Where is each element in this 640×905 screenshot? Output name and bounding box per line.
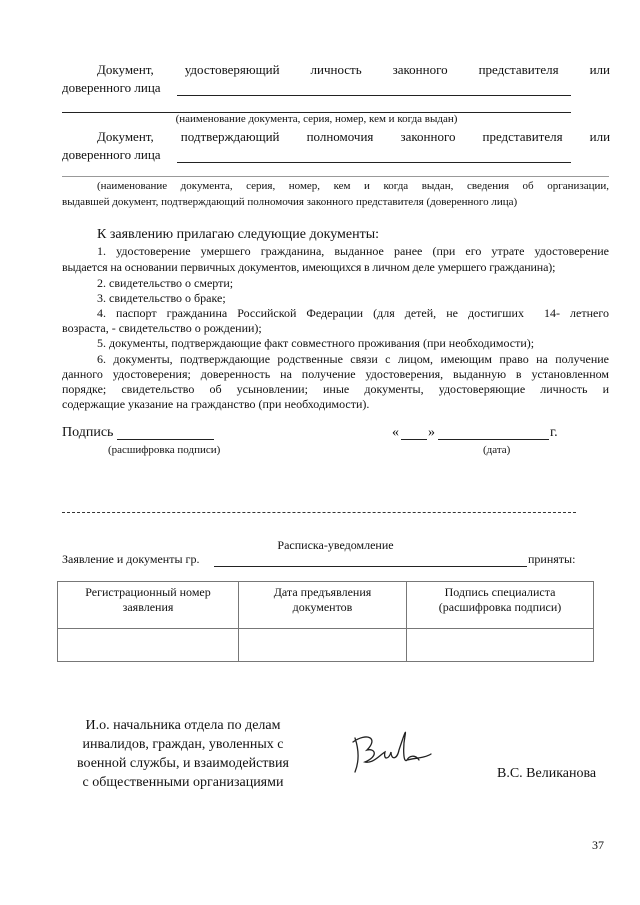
header-line: Подпись специалиста xyxy=(444,585,556,599)
word: представителя xyxy=(478,62,559,77)
attachments-heading: К заявлению прилагаю следующие документы: xyxy=(97,227,380,242)
rep-id-line1 xyxy=(97,62,610,78)
word: удостоверяющий xyxy=(184,62,280,77)
attachment-item-6-line4: содержащие указание на гражданство (при необходимости). xyxy=(62,397,370,411)
date-day-field[interactable] xyxy=(401,439,427,440)
column-header xyxy=(239,582,407,629)
attachment-item-6-line1: 6. документы, подтверждающие родственные связи с лицом, имеющим право на получение xyxy=(97,352,609,366)
word: или xyxy=(589,129,611,144)
rep-auth-line1 xyxy=(97,129,610,145)
attachment-item-4-line2: возраста, - свидетельство о рождении); xyxy=(62,321,262,335)
receipt-line-suffix: приняты: xyxy=(528,552,576,566)
table-header-row xyxy=(58,582,594,629)
rep-auth-caption-line1: (наименование документа, серия, номер, кем и когда выдан, сведения об организации, xyxy=(97,180,609,192)
header-line: заявления xyxy=(122,600,174,614)
official-name: В.С. Великанова xyxy=(497,766,597,781)
date-month-field[interactable] xyxy=(438,439,549,440)
date-year-suffix: г. xyxy=(550,425,558,440)
rep-id-fill-line-1[interactable] xyxy=(177,95,571,96)
submission-date-cell[interactable] xyxy=(239,629,407,662)
attachment-item-6-line2: данного удостоверения; доверенность на получение удостоверения, выданную в установленном xyxy=(62,367,609,381)
word: или xyxy=(589,62,610,77)
header-line: Дата предъявления xyxy=(273,585,372,599)
signature-stroke xyxy=(353,732,431,772)
word: Документ, xyxy=(97,62,154,77)
rep-auth-caption-line2: выдавшей документ, подтверждающий полномочия законного представителя (доверенного лица) xyxy=(62,196,518,208)
official-title xyxy=(52,716,314,792)
date-caption: (дата) xyxy=(483,444,511,456)
attachment-item-5: 5. документы, подтверждающие факт совместного проживания (при необходимости); xyxy=(97,336,535,350)
column-header xyxy=(58,582,239,629)
signature-label: Подпись xyxy=(62,425,114,440)
rep-id-caption: (наименование документа, серия, номер, кем и когда выдан) xyxy=(175,113,458,125)
registration-table xyxy=(57,581,594,662)
attachment-item-1-line1: 1. удостоверение умершего гражданина, выданное ранее (при его утрате удостоверение xyxy=(97,244,609,258)
specialist-signature-cell[interactable] xyxy=(407,629,594,662)
page-number: 37 xyxy=(592,838,604,852)
official-title-line: военной службы, и взаимодействия xyxy=(77,756,289,771)
handwritten-signature xyxy=(345,720,435,780)
word: законного xyxy=(392,62,448,77)
word: Документ, xyxy=(97,129,154,144)
attachment-item-4-line1: 4. паспорт гражданина Российской Федерации (для детей, не достигших 14- летнего xyxy=(97,306,609,320)
rep-id-line2-label: доверенного лица xyxy=(62,80,161,95)
cut-line xyxy=(62,512,576,513)
official-title-line: с общественными организациями xyxy=(82,775,284,790)
rep-auth-fill-line-2[interactable] xyxy=(62,176,609,177)
rep-auth-line2-label: доверенного лица xyxy=(62,147,161,162)
receipt-title: Расписка-уведомление xyxy=(277,538,394,552)
word: представителя xyxy=(482,129,563,144)
attachment-item-1-line2: выдается на основании первичных документов, имеющихся в личном деле умершего гражданина); xyxy=(62,260,556,274)
header-line: Регистрационный номер xyxy=(85,585,211,599)
word: законного xyxy=(400,129,456,144)
receipt-citizen-field[interactable] xyxy=(214,566,527,567)
table-row xyxy=(58,629,594,662)
word: подтверждающий xyxy=(180,129,280,144)
attachment-item-3: 3. свидетельство о браке; xyxy=(97,291,226,305)
signature-field[interactable] xyxy=(117,439,214,440)
official-title-line: инвалидов, граждан, уволенных с xyxy=(82,737,284,752)
rep-auth-fill-line-1[interactable] xyxy=(177,162,571,163)
signature-caption: (расшифровка подписи) xyxy=(108,444,221,456)
official-title-line: И.о. начальника отдела по делам xyxy=(85,718,281,733)
column-header xyxy=(407,582,594,629)
receipt-line-prefix: Заявление и документы гр. xyxy=(62,552,200,566)
header-line: (расшифровка подписи) xyxy=(438,600,562,614)
word: личность xyxy=(310,62,362,77)
registration-number-cell[interactable] xyxy=(58,629,239,662)
date-close-quote: » xyxy=(428,425,435,440)
date-open-quote: « xyxy=(392,425,399,440)
word: полномочия xyxy=(306,129,374,144)
header-line: документов xyxy=(292,600,353,614)
attachment-item-2: 2. свидетельство о смерти; xyxy=(97,276,234,290)
attachment-item-6-line3: порядке; свидетельство об усыновлении; иные документы, удостоверяющие личность и xyxy=(62,382,609,396)
